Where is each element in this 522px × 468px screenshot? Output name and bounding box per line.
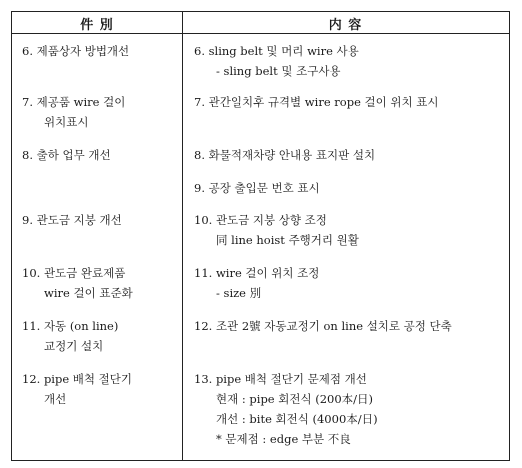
row-11-right-line-2: - size 別 <box>216 286 262 300</box>
row-9-right-line-1: 9. 공장 출입문 번호 표시 <box>194 181 320 195</box>
row-13-right-line-3: 개선 : bite 회전식 (4000本/日) <box>216 412 378 426</box>
row-13-right-line-1: 13. pipe 배척 절단기 문제점 개선 <box>194 372 367 386</box>
header-left: 件 別 <box>80 18 114 33</box>
row-10-left-line-1: 9. 관도금 지붕 개선 <box>22 213 122 227</box>
header-right: 内 容 <box>328 18 363 33</box>
row-11-right-line-1: 11. wire 걸이 위치 조정 <box>194 266 320 280</box>
row-11-left-line-2: wire 걸이 표준화 <box>44 286 133 300</box>
row-13-left-line-1: 12. pipe 배척 절단기 <box>22 372 133 386</box>
row-13-right-line-2: 현재 : pipe 회전식 (200本/日) <box>216 392 374 406</box>
row-6-right-line-2: - sling belt 및 조구사용 <box>216 64 341 78</box>
row-10-right-line-1: 10. 관도금 지붕 상향 조정 <box>194 213 327 227</box>
row-11-left-line-1: 10. 관도금 완료제품 <box>22 266 126 280</box>
work-improvement-table <box>11 11 510 461</box>
row-12-right-line-1: 12. 조관 2號 자동교정기 on line 설치로 공정 단축 <box>194 319 452 333</box>
table-header <box>12 12 509 34</box>
row-13-right-line-4: * 문제점 : edge 부분 不良 <box>216 432 351 446</box>
row-8-right-line-1: 8. 화물적재차량 안내용 표지판 설치 <box>194 148 376 162</box>
column-divider <box>182 12 183 460</box>
row-6-right-line-1: 6. sling belt 및 머리 wire 사용 <box>194 44 359 58</box>
row-10-right-line-2: 同 line hoist 주행거리 원활 <box>216 233 359 247</box>
row-12-left-line-1: 11. 자동 (on line) <box>22 319 119 333</box>
row-7-left-line-2: 위치표시 <box>44 115 89 129</box>
row-6-left-line-1: 6. 제품상자 방법개선 <box>22 44 130 58</box>
row-7-left-line-1: 7. 제공품 wire 걸이 <box>22 95 126 109</box>
row-12-left-line-2: 교정기 설치 <box>44 339 104 353</box>
row-7-right-line-1: 7. 관간일치후 규격별 wire rope 걸이 위치 표시 <box>194 95 439 109</box>
row-8-left-line-1: 8. 출하 업무 개선 <box>22 148 111 162</box>
row-13-left-line-2: 개선 <box>44 392 67 406</box>
